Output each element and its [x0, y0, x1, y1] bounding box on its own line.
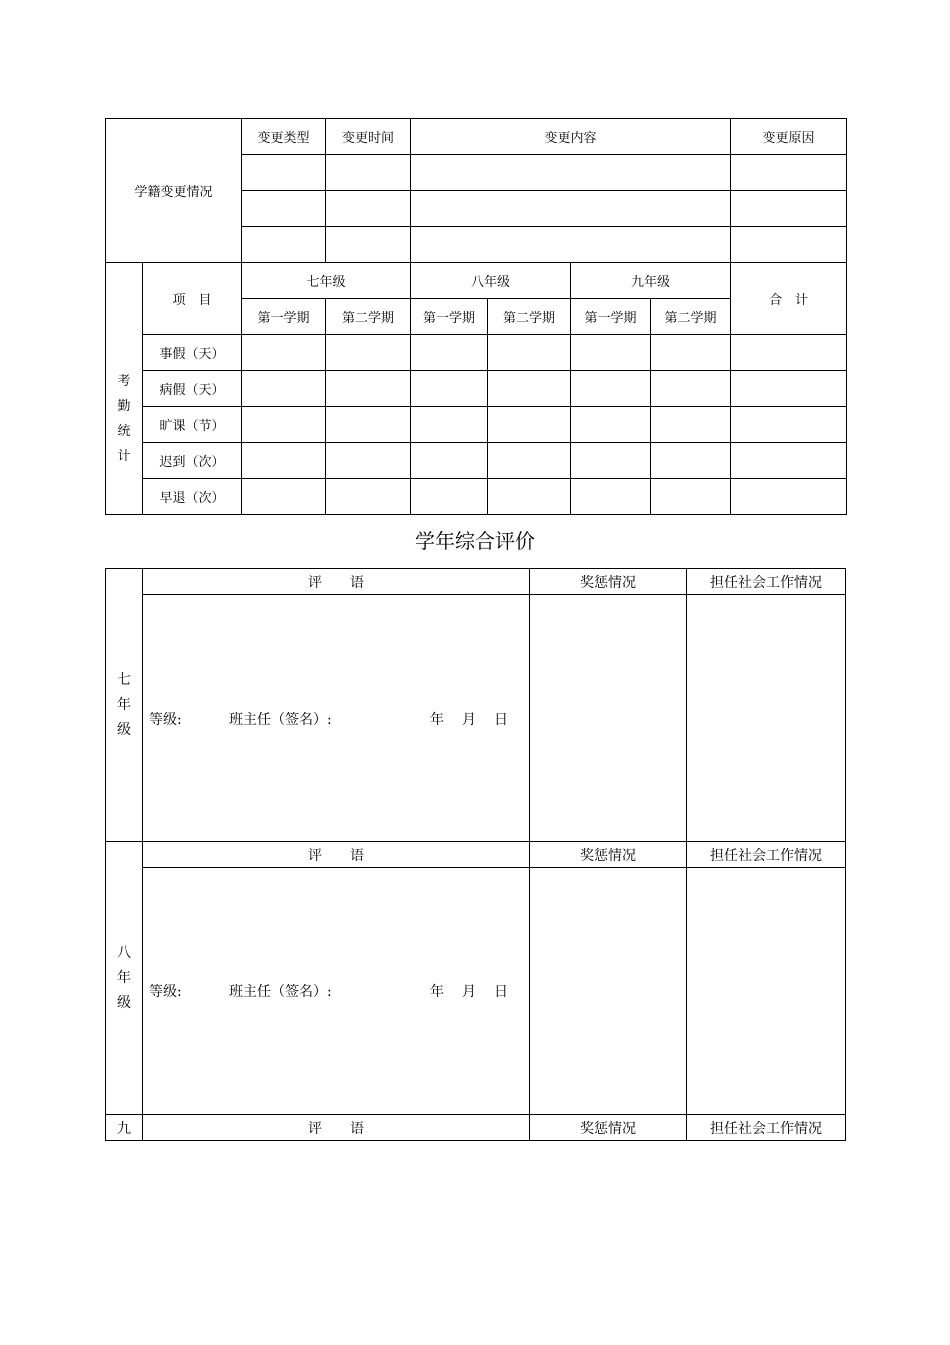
duty-header: 担任社会工作情况: [687, 842, 846, 868]
month-label: 月: [462, 984, 476, 1000]
reward-cell[interactable]: [530, 595, 687, 842]
attendance-row: [106, 335, 847, 371]
signature-line: [143, 868, 529, 1114]
attendance-cell[interactable]: [651, 371, 731, 407]
grade7-label: [106, 569, 143, 842]
header-change-time: 变更时间: [326, 119, 411, 155]
attendance-cell[interactable]: [326, 335, 411, 371]
semester-header: 第一学期: [242, 299, 326, 335]
comment-header: 评 语: [143, 1115, 530, 1141]
change-time-cell[interactable]: [326, 227, 411, 263]
teacher-signature-label: 班主任（签名）:: [229, 984, 332, 1000]
semester-header: 第一学期: [411, 299, 488, 335]
attendance-total-cell[interactable]: [731, 371, 847, 407]
attendance-label-char: 考: [117, 373, 131, 389]
attendance-total-cell[interactable]: [731, 443, 847, 479]
total-header: 合 计: [731, 263, 847, 335]
attendance-label-char: 统: [117, 423, 131, 439]
duty-header: 担任社会工作情况: [687, 569, 846, 595]
attendance-cell[interactable]: [571, 479, 651, 515]
attendance-cell[interactable]: [571, 335, 651, 371]
attendance-cell[interactable]: [651, 479, 731, 515]
header-change-type: 变更类型: [242, 119, 326, 155]
attendance-cell[interactable]: [651, 335, 731, 371]
change-time-cell[interactable]: [326, 191, 411, 227]
change-content-cell[interactable]: [411, 155, 731, 191]
comment-cell[interactable]: [143, 868, 530, 1115]
grade-label-char: 级: [117, 721, 131, 738]
attendance-cell[interactable]: [488, 407, 571, 443]
attendance-cell[interactable]: [571, 371, 651, 407]
change-content-cell[interactable]: [411, 191, 731, 227]
attendance-cell[interactable]: [326, 371, 411, 407]
semester-header: 第二学期: [651, 299, 731, 335]
grade9-header: 九年级: [571, 263, 731, 299]
grade-label-char: 七: [117, 671, 131, 688]
attendance-total-cell[interactable]: [731, 407, 847, 443]
attendance-cell[interactable]: [488, 443, 571, 479]
attendance-cell[interactable]: [242, 335, 326, 371]
change-content-cell[interactable]: [411, 227, 731, 263]
grade-label-char: 年: [117, 969, 131, 986]
grade-level-label: 等级:: [149, 984, 182, 1000]
attendance-item-label: 事假（天）: [143, 335, 242, 371]
change-type-cell[interactable]: [242, 155, 326, 191]
item-header: 项 目: [143, 263, 242, 335]
attendance-record-table: [105, 118, 847, 515]
attendance-section-label: [106, 263, 143, 515]
change-type-cell[interactable]: [242, 191, 326, 227]
attendance-row: [106, 443, 847, 479]
attendance-cell[interactable]: [326, 407, 411, 443]
duty-header: 担任社会工作情况: [687, 1115, 846, 1141]
grade7-header: 七年级: [242, 263, 411, 299]
attendance-cell[interactable]: [242, 479, 326, 515]
year-label: 年: [430, 712, 444, 728]
semester-header: 第二学期: [326, 299, 411, 335]
grade8-header: 八年级: [411, 263, 571, 299]
attendance-cell[interactable]: [242, 371, 326, 407]
attendance-cell[interactable]: [651, 407, 731, 443]
attendance-label-char: 计: [117, 448, 131, 464]
comment-header: 评 语: [143, 842, 530, 868]
attendance-cell[interactable]: [488, 335, 571, 371]
attendance-cell[interactable]: [242, 443, 326, 479]
attendance-cell[interactable]: [411, 443, 488, 479]
day-label: 日: [494, 984, 508, 1000]
attendance-cell[interactable]: [326, 479, 411, 515]
grade9-label: 九: [106, 1115, 143, 1141]
reward-cell[interactable]: [530, 868, 687, 1115]
attendance-label-char: 勤: [117, 398, 131, 414]
reward-header: 奖惩情况: [530, 842, 687, 868]
change-time-cell[interactable]: [326, 155, 411, 191]
attendance-cell[interactable]: [326, 443, 411, 479]
attendance-cell[interactable]: [411, 335, 488, 371]
attendance-row: [106, 479, 847, 515]
year-label: 年: [430, 984, 444, 1000]
grade-label-char: 年: [117, 696, 131, 713]
grade-level-label: 等级:: [149, 712, 182, 728]
attendance-cell[interactable]: [411, 479, 488, 515]
evaluation-table: [105, 568, 846, 1141]
attendance-cell[interactable]: [242, 407, 326, 443]
change-reason-cell[interactable]: [731, 191, 847, 227]
grade-label-char: 级: [117, 994, 131, 1011]
attendance-cell[interactable]: [651, 443, 731, 479]
attendance-total-cell[interactable]: [731, 479, 847, 515]
attendance-total-cell[interactable]: [731, 335, 847, 371]
duty-cell[interactable]: [687, 868, 846, 1115]
duty-cell[interactable]: [687, 595, 846, 842]
change-type-cell[interactable]: [242, 227, 326, 263]
attendance-cell[interactable]: [488, 479, 571, 515]
teacher-signature-label: 班主任（签名）:: [229, 712, 332, 728]
change-reason-cell[interactable]: [731, 227, 847, 263]
attendance-cell[interactable]: [488, 371, 571, 407]
attendance-item-label: 迟到（次）: [143, 443, 242, 479]
header-change-reason: 变更原因: [731, 119, 847, 155]
comment-cell[interactable]: [143, 595, 530, 842]
attendance-item-label: 病假（天）: [143, 371, 242, 407]
attendance-cell[interactable]: [411, 371, 488, 407]
attendance-item-label: 早退（次）: [143, 479, 242, 515]
grade-label-char: 八: [117, 944, 131, 961]
attendance-cell[interactable]: [411, 407, 488, 443]
evaluation-title: 学年综合评价: [415, 529, 535, 553]
grade8-label: [106, 842, 143, 1115]
change-reason-cell[interactable]: [731, 155, 847, 191]
header-change-content: 变更内容: [411, 119, 731, 155]
attendance-cell[interactable]: [571, 443, 651, 479]
day-label: 日: [494, 712, 508, 728]
attendance-row: [106, 407, 847, 443]
attendance-item-label: 旷课（节）: [143, 407, 242, 443]
semester-header: 第一学期: [571, 299, 651, 335]
reward-header: 奖惩情况: [530, 1115, 687, 1141]
reward-header: 奖惩情况: [530, 569, 687, 595]
signature-line: [143, 595, 529, 841]
status-change-label: 学籍变更情况: [106, 119, 242, 263]
attendance-cell[interactable]: [571, 407, 651, 443]
semester-header: 第二学期: [488, 299, 571, 335]
attendance-row: [106, 371, 847, 407]
comment-header: 评 语: [143, 569, 530, 595]
month-label: 月: [462, 712, 476, 728]
